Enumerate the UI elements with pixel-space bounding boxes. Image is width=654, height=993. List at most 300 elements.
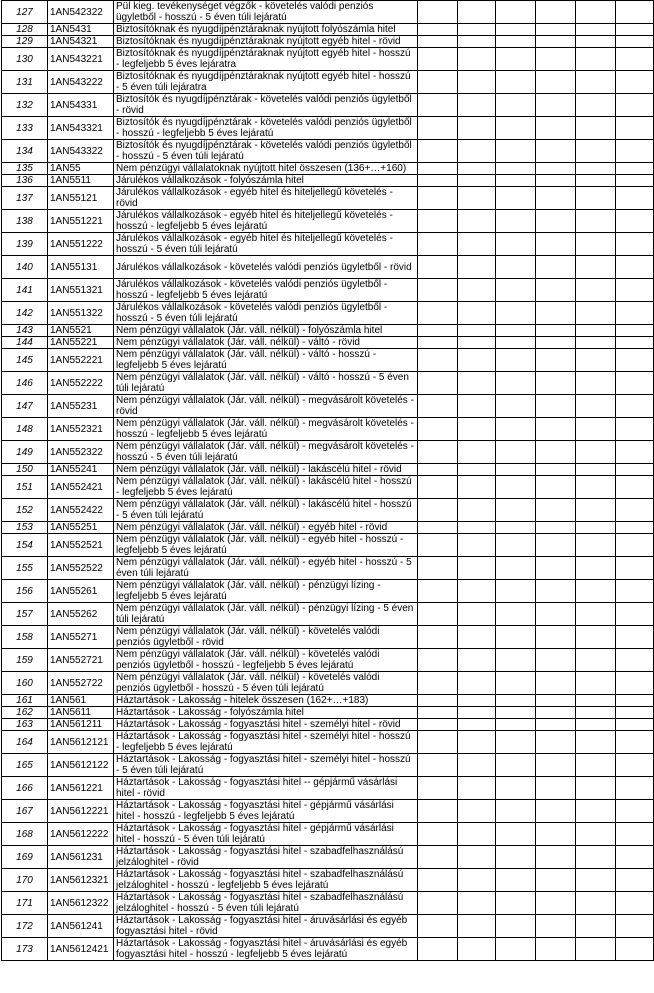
value-cell (616, 915, 654, 938)
table-row (2, 71, 654, 94)
value-cell (418, 754, 458, 777)
value-cell (458, 603, 496, 626)
row-description: Nem pénzügyi vállalatok (Jár. váll. nélkül) - lakáscélú hitel - rövid (114, 464, 418, 476)
value-cell (458, 1, 496, 24)
value-cell (496, 915, 536, 938)
row-number: 157 (2, 603, 48, 626)
value-cell (576, 695, 616, 707)
row-code: 1AN55262 (48, 603, 114, 626)
row-description: Nem pénzügyi vállalatok (Jár. váll. nélkül) - pénzügyi lízing - legfeljebb 5 éves lejáratú (114, 580, 418, 603)
row-code: 1AN55271 (48, 626, 114, 649)
table-row (2, 800, 654, 823)
table-row (2, 626, 654, 649)
value-cell (536, 71, 576, 94)
row-code: 1AN561211 (48, 719, 114, 731)
value-cell (576, 140, 616, 163)
value-cell (418, 163, 458, 175)
table-row (2, 695, 654, 707)
table-row (2, 672, 654, 695)
value-cell (418, 695, 458, 707)
value-cell (458, 719, 496, 731)
value-cell (458, 441, 496, 464)
table-row (2, 140, 654, 163)
value-cell (536, 372, 576, 395)
row-description: Háztartások - Lakosság - fogyasztási hitel - gépjármű vásárlási hitel - hosszú - legfeljebb 5 éves lejáratú (114, 800, 418, 823)
value-cell (576, 800, 616, 823)
value-cell (496, 522, 536, 534)
row-code: 1AN543222 (48, 71, 114, 94)
row-description: Nem pénzügyi vállalatok (Jár. váll. nélkül) - megvásárolt követelés - rövid (114, 395, 418, 418)
table-row (2, 476, 654, 499)
table-row (2, 349, 654, 372)
value-cell (536, 892, 576, 915)
value-cell (576, 395, 616, 418)
value-cell (576, 649, 616, 672)
row-description: Nem pénzügyi vállalatok (Jár. váll. nélkül) - egyéb hitel - rövid (114, 522, 418, 534)
row-description: Nem pénzügyi vállalatok (Jár. váll. nélkül) - követelés valódi penziós ügyletből - rövid (114, 626, 418, 649)
value-cell (458, 175, 496, 187)
value-cell (576, 754, 616, 777)
value-cell (496, 233, 536, 256)
table-row (2, 395, 654, 418)
value-cell (536, 441, 576, 464)
row-code: 1AN552222 (48, 372, 114, 395)
table-row (2, 36, 654, 48)
row-code: 1AN5431 (48, 24, 114, 36)
row-description: Járulékos vállalkozások - folyószámla hitel (114, 175, 418, 187)
value-cell (496, 938, 536, 961)
row-description: Járulékos vállalkozások - egyéb hitel és hiteljellegű követelés - rövid (114, 187, 418, 210)
value-cell (576, 557, 616, 580)
value-cell (616, 140, 654, 163)
row-number: 161 (2, 695, 48, 707)
row-description: Háztartások - Lakosság - fogyasztási hitel - áruvásárlási és egyéb fogyasztási hitel - hosszú - legfeljebb 5 éves lejáratú (114, 938, 418, 961)
value-cell (576, 24, 616, 36)
value-cell (536, 256, 576, 279)
value-cell (616, 754, 654, 777)
value-cell (576, 476, 616, 499)
table-row (2, 24, 654, 36)
value-cell (418, 187, 458, 210)
row-number: 130 (2, 48, 48, 71)
value-cell (418, 707, 458, 719)
row-description: Járulékos vállalkozások - követelés valódi penziós ügyletből - hosszú - 5 éven túli lejáratú (114, 302, 418, 325)
value-cell (418, 603, 458, 626)
value-cell (536, 117, 576, 140)
row-number: 162 (2, 707, 48, 719)
value-cell (458, 36, 496, 48)
row-number: 137 (2, 187, 48, 210)
value-cell (418, 441, 458, 464)
value-cell (418, 915, 458, 938)
table-row (2, 823, 654, 846)
row-number: 155 (2, 557, 48, 580)
row-code: 1AN55241 (48, 464, 114, 476)
value-cell (576, 187, 616, 210)
row-description: Nem pénzügyi vállalatok (Jár. váll. nélkül) - lakáscélú hitel - hosszú - 5 éven túli lejáratú (114, 499, 418, 522)
value-cell (458, 337, 496, 349)
row-description: Nem pénzügyi vállalatok (Jár. váll. nélkül) - megvásárolt követelés - hosszú - legfeljebb 5 éves lejáratú (114, 418, 418, 441)
table-row (2, 580, 654, 603)
row-code: 1AN5612122 (48, 754, 114, 777)
row-code: 1AN552322 (48, 441, 114, 464)
value-cell (496, 869, 536, 892)
value-cell (458, 372, 496, 395)
value-cell (536, 731, 576, 754)
value-cell (418, 256, 458, 279)
row-code: 1AN542322 (48, 1, 114, 24)
row-number: 166 (2, 777, 48, 800)
value-cell (536, 349, 576, 372)
value-cell (616, 256, 654, 279)
value-cell (418, 140, 458, 163)
value-cell (496, 372, 536, 395)
value-cell (536, 1, 576, 24)
row-description: Nem pénzügyi vállalatok (Jár. váll. nélkül) - lakáscélú hitel - hosszú - legfeljebb 5 éves lejáratú (114, 476, 418, 499)
row-code: 1AN551221 (48, 210, 114, 233)
row-number: 148 (2, 418, 48, 441)
row-number: 168 (2, 823, 48, 846)
row-number: 149 (2, 441, 48, 464)
value-cell (458, 754, 496, 777)
value-cell (418, 117, 458, 140)
value-cell (418, 279, 458, 302)
value-cell (616, 869, 654, 892)
value-cell (458, 672, 496, 695)
value-cell (616, 580, 654, 603)
row-number: 143 (2, 325, 48, 337)
table-row (2, 846, 654, 869)
value-cell (458, 499, 496, 522)
value-cell (418, 36, 458, 48)
table-row (2, 707, 654, 719)
value-cell (616, 117, 654, 140)
value-cell (536, 534, 576, 557)
row-code: 1AN561221 (48, 777, 114, 800)
value-cell (418, 233, 458, 256)
value-cell (496, 71, 536, 94)
value-cell (536, 695, 576, 707)
value-cell (536, 175, 576, 187)
value-cell (496, 846, 536, 869)
value-cell (536, 869, 576, 892)
value-cell (418, 24, 458, 36)
value-cell (576, 372, 616, 395)
table-row (2, 117, 654, 140)
value-cell (576, 522, 616, 534)
value-cell (418, 302, 458, 325)
row-description: Biztosítók és nyugdíjpénztárak - követelés valódi penziós ügyletből - hosszú - legfeljebb 5 éves lejáratú (114, 117, 418, 140)
row-description: Háztartások - Lakosság - fogyasztási hitel - szabadfelhasználású jelzáloghitel - hosszú - 5 éven túli lejáratú (114, 892, 418, 915)
value-cell (496, 418, 536, 441)
row-code: 1AN561231 (48, 846, 114, 869)
value-cell (458, 349, 496, 372)
value-cell (616, 395, 654, 418)
row-code: 1AN552522 (48, 557, 114, 580)
value-cell (458, 418, 496, 441)
row-description: Nem pénzügyi vállalatok (Jár. váll. nélkül) - követelés valódi penziós ügyletből - hosszú - 5 éven túli lejáratú (114, 672, 418, 695)
value-cell (418, 418, 458, 441)
table-row (2, 441, 654, 464)
value-cell (616, 349, 654, 372)
value-cell (496, 279, 536, 302)
value-cell (418, 372, 458, 395)
value-cell (576, 672, 616, 695)
value-cell (496, 395, 536, 418)
value-cell (418, 48, 458, 71)
value-cell (576, 626, 616, 649)
row-code: 1AN552321 (48, 418, 114, 441)
value-cell (536, 279, 576, 302)
value-cell (418, 869, 458, 892)
value-cell (418, 672, 458, 695)
data-table (1, 0, 654, 961)
value-cell (496, 499, 536, 522)
value-cell (616, 163, 654, 175)
table-row (2, 94, 654, 117)
table-row (2, 187, 654, 210)
value-cell (536, 337, 576, 349)
table-row (2, 418, 654, 441)
value-cell (418, 649, 458, 672)
value-cell (536, 187, 576, 210)
value-cell (458, 695, 496, 707)
value-cell (458, 777, 496, 800)
table-row (2, 372, 654, 395)
row-number: 154 (2, 534, 48, 557)
value-cell (496, 626, 536, 649)
table-row (2, 603, 654, 626)
row-number: 140 (2, 256, 48, 279)
row-number: 131 (2, 71, 48, 94)
row-number: 136 (2, 175, 48, 187)
value-cell (458, 522, 496, 534)
row-description: Biztosítók és nyugdíjpénztárak - követelés valódi penziós ügyletből - hosszú - 5 éven túli lejáratú (114, 140, 418, 163)
value-cell (418, 534, 458, 557)
value-cell (536, 24, 576, 36)
table-row (2, 522, 654, 534)
value-cell (496, 603, 536, 626)
row-code: 1AN5612321 (48, 869, 114, 892)
value-cell (536, 163, 576, 175)
table-body (2, 1, 654, 961)
table-row (2, 163, 654, 175)
value-cell (418, 626, 458, 649)
value-cell (536, 325, 576, 337)
value-cell (616, 36, 654, 48)
row-number: 164 (2, 731, 48, 754)
row-code: 1AN55121 (48, 187, 114, 210)
row-number: 158 (2, 626, 48, 649)
value-cell (496, 187, 536, 210)
value-cell (576, 869, 616, 892)
table-row (2, 337, 654, 349)
row-code: 1AN55251 (48, 522, 114, 534)
row-code: 1AN551322 (48, 302, 114, 325)
row-number: 138 (2, 210, 48, 233)
value-cell (576, 938, 616, 961)
row-description: Biztosítóknak és nyugdíjpénztáraknak nyújtott egyéb hitel - rövid (114, 36, 418, 48)
value-cell (616, 522, 654, 534)
table-row (2, 210, 654, 233)
row-number: 132 (2, 94, 48, 117)
row-code: 1AN55221 (48, 337, 114, 349)
value-cell (616, 372, 654, 395)
row-code: 1AN551222 (48, 233, 114, 256)
value-cell (616, 823, 654, 846)
value-cell (616, 499, 654, 522)
value-cell (458, 279, 496, 302)
row-number: 145 (2, 349, 48, 372)
value-cell (458, 325, 496, 337)
value-cell (576, 534, 616, 557)
row-description: Nem pénzügyi vállalatoknak nyújtott hitel összesen (136+…+160) (114, 163, 418, 175)
value-cell (418, 476, 458, 499)
row-description: Járulékos vállalkozások - követelés valódi penziós ügyletből - rövid (114, 256, 418, 279)
value-cell (616, 48, 654, 71)
value-cell (536, 522, 576, 534)
row-description: Biztosítóknak és nyugdíjpénztáraknak nyújtott egyéb hitel - hosszú - legfeljebb 5 éves lejáratra (114, 48, 418, 71)
value-cell (616, 938, 654, 961)
value-cell (536, 777, 576, 800)
value-cell (418, 823, 458, 846)
value-cell (616, 71, 654, 94)
value-cell (496, 48, 536, 71)
row-code: 1AN5612421 (48, 938, 114, 961)
row-code: 1AN552721 (48, 649, 114, 672)
value-cell (458, 302, 496, 325)
value-cell (576, 256, 616, 279)
row-description: Nem pénzügyi vállalatok (Jár. váll. nélkül) - pénzügyi lízing - 5 éven túli lejáratú (114, 603, 418, 626)
table-row (2, 557, 654, 580)
value-cell (536, 649, 576, 672)
table-row (2, 649, 654, 672)
row-code: 1AN55 (48, 163, 114, 175)
value-cell (576, 499, 616, 522)
value-cell (496, 210, 536, 233)
value-cell (496, 823, 536, 846)
value-cell (496, 94, 536, 117)
row-number: 169 (2, 846, 48, 869)
row-description: Háztartások - Lakosság - fogyasztási hitel - szabadfelhasználású jelzáloghitel - hosszú - legfeljebb 5 éves lejáratú (114, 869, 418, 892)
value-cell (536, 233, 576, 256)
row-number: 150 (2, 464, 48, 476)
table-row (2, 731, 654, 754)
value-cell (576, 117, 616, 140)
row-code: 1AN55261 (48, 580, 114, 603)
value-cell (458, 48, 496, 71)
value-cell (458, 649, 496, 672)
value-cell (576, 233, 616, 256)
value-cell (576, 603, 616, 626)
value-cell (418, 892, 458, 915)
value-cell (418, 777, 458, 800)
value-cell (616, 557, 654, 580)
table-row (2, 1, 654, 24)
value-cell (458, 892, 496, 915)
row-description: Háztartások - Lakosság - fogyasztási hitel - személyi hitel - rövid (114, 719, 418, 731)
row-number: 129 (2, 36, 48, 48)
row-code: 1AN5612121 (48, 731, 114, 754)
value-cell (616, 892, 654, 915)
value-cell (576, 349, 616, 372)
value-cell (576, 418, 616, 441)
row-description: Háztartások - Lakosság - hitelek összesen (162+…+183) (114, 695, 418, 707)
value-cell (458, 476, 496, 499)
value-cell (616, 279, 654, 302)
row-description: Járulékos vállalkozások - követelés valódi penziós ügyletből - hosszú - legfeljebb 5 éves lejáratú (114, 279, 418, 302)
value-cell (576, 892, 616, 915)
row-number: 160 (2, 672, 48, 695)
value-cell (418, 731, 458, 754)
value-cell (576, 823, 616, 846)
value-cell (418, 800, 458, 823)
row-number: 127 (2, 1, 48, 24)
row-code: 1AN5612222 (48, 823, 114, 846)
row-description: Háztartások - Lakosság - folyószámla hitel (114, 707, 418, 719)
value-cell (616, 175, 654, 187)
value-cell (458, 800, 496, 823)
row-description: Nem pénzügyi vállalatok (Jár. váll. nélkül) - egyéb hitel - hosszú - legfeljebb 5 éves lejáratú (114, 534, 418, 557)
value-cell (458, 395, 496, 418)
table-row (2, 938, 654, 961)
value-cell (536, 36, 576, 48)
row-description: Nem pénzügyi vállalatok (Jár. váll. nélkül) - követelés valódi penziós ügyletből - hosszú - legfeljebb 5 éves lejáratú (114, 649, 418, 672)
row-number: 142 (2, 302, 48, 325)
value-cell (616, 846, 654, 869)
value-cell (458, 233, 496, 256)
table-row (2, 175, 654, 187)
value-cell (616, 534, 654, 557)
row-number: 173 (2, 938, 48, 961)
value-cell (616, 626, 654, 649)
row-code: 1AN54331 (48, 94, 114, 117)
value-cell (576, 337, 616, 349)
row-number: 153 (2, 522, 48, 534)
value-cell (616, 187, 654, 210)
row-code: 1AN551321 (48, 279, 114, 302)
value-cell (496, 754, 536, 777)
value-cell (496, 441, 536, 464)
value-cell (418, 349, 458, 372)
row-number: 133 (2, 117, 48, 140)
table-row (2, 499, 654, 522)
value-cell (576, 464, 616, 476)
value-cell (458, 210, 496, 233)
table-row (2, 777, 654, 800)
row-description: Járulékos vállalkozások - egyéb hitel és hiteljellegű követelés - hosszú - 5 éven túli lejáratú (114, 233, 418, 256)
value-cell (496, 557, 536, 580)
table-row (2, 464, 654, 476)
row-description: Nem pénzügyi vállalatok (Jár. váll. nélkül) - folyószámla hitel (114, 325, 418, 337)
row-code: 1AN5612221 (48, 800, 114, 823)
value-cell (418, 71, 458, 94)
value-cell (616, 302, 654, 325)
value-cell (418, 337, 458, 349)
table-row (2, 325, 654, 337)
table-row (2, 256, 654, 279)
table-row (2, 754, 654, 777)
row-number: 134 (2, 140, 48, 163)
value-cell (616, 1, 654, 24)
row-code: 1AN55131 (48, 256, 114, 279)
table-row (2, 233, 654, 256)
value-cell (536, 94, 576, 117)
value-cell (458, 256, 496, 279)
row-number: 165 (2, 754, 48, 777)
row-description: Nem pénzügyi vállalatok (Jár. váll. nélkül) - megvásárolt követelés - hosszú - 5 éven túli lejáratú (114, 441, 418, 464)
value-cell (616, 695, 654, 707)
